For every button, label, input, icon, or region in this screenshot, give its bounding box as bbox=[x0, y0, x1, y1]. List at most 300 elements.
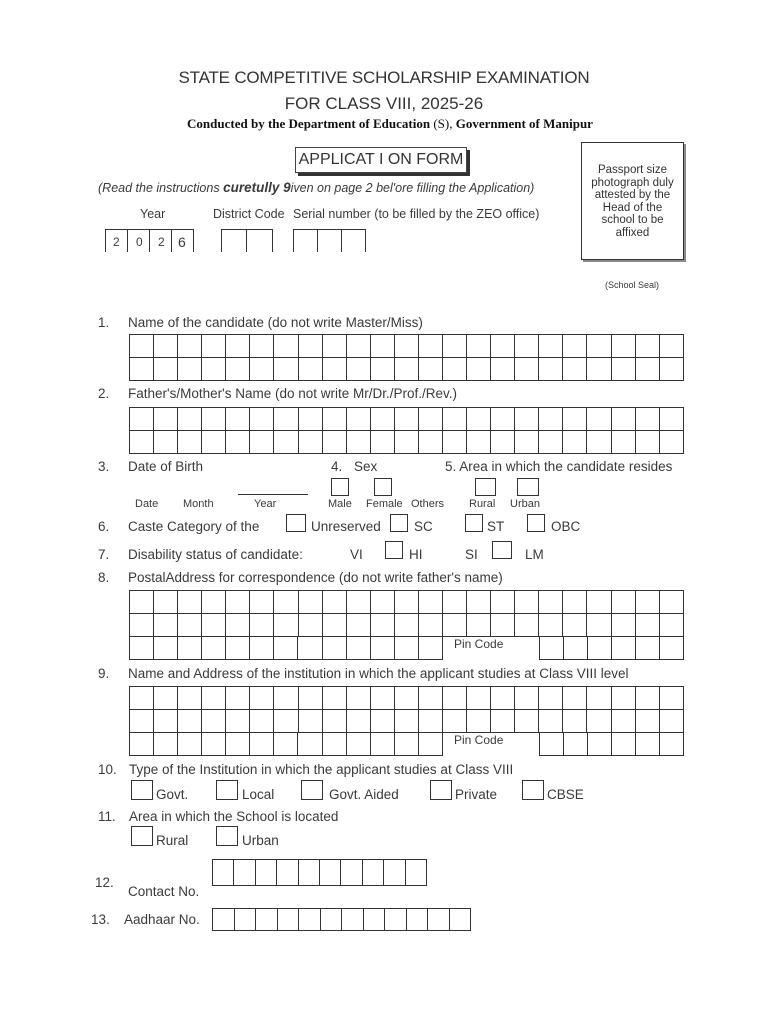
inst-local-checkbox[interactable] bbox=[216, 780, 238, 800]
entry-cell[interactable] bbox=[298, 614, 322, 637]
entry-cell[interactable] bbox=[234, 909, 256, 931]
caste-unreserved-checkbox[interactable] bbox=[286, 514, 306, 532]
entry-cell[interactable] bbox=[178, 408, 202, 431]
entry-cell[interactable] bbox=[611, 710, 635, 733]
entry-cell[interactable] bbox=[277, 860, 298, 886]
entry-cell[interactable] bbox=[178, 591, 202, 614]
entry-cell[interactable] bbox=[370, 408, 394, 431]
entry-cell[interactable] bbox=[322, 733, 346, 756]
exam-title-line2: FOR CLASS VIII, 2025-26 bbox=[284, 94, 484, 113]
entry-cell[interactable] bbox=[394, 637, 418, 660]
entry-cell[interactable] bbox=[322, 358, 346, 381]
entry-cell[interactable] bbox=[226, 335, 250, 358]
entry-cell[interactable] bbox=[178, 710, 202, 733]
entry-cell[interactable] bbox=[274, 358, 298, 381]
entry-cell[interactable] bbox=[370, 335, 394, 358]
entry-cell[interactable] bbox=[154, 335, 178, 358]
entry-cell[interactable] bbox=[611, 614, 635, 637]
entry-cell[interactable] bbox=[563, 591, 587, 614]
entry-cell[interactable] bbox=[539, 431, 563, 454]
entry-cell[interactable] bbox=[346, 733, 370, 756]
entry-cell[interactable] bbox=[298, 637, 322, 660]
disability-vi-label: VI bbox=[350, 547, 363, 562]
entry-cell[interactable] bbox=[226, 687, 250, 710]
entry-cell[interactable] bbox=[635, 710, 659, 733]
entry-cell[interactable] bbox=[418, 358, 442, 381]
entry-cell[interactable] bbox=[539, 335, 563, 358]
entry-cell[interactable] bbox=[178, 687, 202, 710]
entry-cell[interactable] bbox=[564, 637, 588, 660]
entry-cell[interactable] bbox=[467, 687, 491, 710]
entry-cell[interactable] bbox=[467, 431, 491, 454]
entry-cell[interactable] bbox=[563, 710, 587, 733]
entry-cell[interactable] bbox=[491, 591, 515, 614]
entry-cell[interactable] bbox=[346, 687, 370, 710]
entry-cell[interactable] bbox=[587, 431, 611, 454]
entry-cell[interactable] bbox=[491, 710, 515, 733]
entry-cell[interactable] bbox=[322, 591, 346, 614]
entry-cell[interactable] bbox=[274, 733, 298, 756]
entry-cell[interactable] bbox=[443, 687, 467, 710]
entry-cell[interactable] bbox=[274, 710, 298, 733]
field-number: 7. bbox=[98, 547, 110, 562]
entry-cell[interactable] bbox=[443, 358, 467, 381]
caste-category-label: Caste Category of the bbox=[128, 519, 260, 534]
entry-cell[interactable] bbox=[515, 431, 539, 454]
dob-year-line[interactable] bbox=[238, 494, 308, 495]
area-rural-checkbox[interactable] bbox=[475, 478, 496, 496]
entry-cell[interactable] bbox=[539, 358, 563, 381]
entry-cell[interactable] bbox=[202, 591, 226, 614]
entry-cell[interactable] bbox=[563, 614, 587, 637]
entry-cell[interactable] bbox=[394, 733, 418, 756]
entry-cell[interactable] bbox=[467, 358, 491, 381]
sex-label: Sex bbox=[354, 459, 378, 474]
entry-cell[interactable] bbox=[659, 591, 683, 614]
entry-cell[interactable] bbox=[467, 614, 491, 637]
entry-cell[interactable] bbox=[178, 358, 202, 381]
postal-address-grid[interactable] bbox=[129, 590, 684, 637]
entry-cell[interactable] bbox=[226, 710, 250, 733]
entry-cell[interactable] bbox=[202, 614, 226, 637]
entry-cell[interactable] bbox=[202, 335, 226, 358]
entry-cell[interactable] bbox=[659, 614, 683, 637]
contact-number-grid[interactable] bbox=[212, 859, 427, 886]
entry-cell[interactable] bbox=[226, 408, 250, 431]
entry-cell[interactable] bbox=[539, 408, 563, 431]
entry-cell[interactable] bbox=[274, 408, 298, 431]
entry-cell[interactable] bbox=[298, 733, 322, 756]
entry-cell[interactable] bbox=[635, 687, 659, 710]
entry-cell[interactable] bbox=[226, 733, 250, 756]
entry-cell[interactable] bbox=[370, 358, 394, 381]
contact-number-label: Contact No. bbox=[128, 884, 200, 899]
inst-cbse-checkbox[interactable] bbox=[522, 780, 544, 800]
entry-cell[interactable] bbox=[274, 335, 298, 358]
entry-cell[interactable] bbox=[418, 408, 442, 431]
entry-cell[interactable] bbox=[178, 335, 202, 358]
entry-cell[interactable] bbox=[611, 687, 635, 710]
entry-cell[interactable] bbox=[612, 733, 636, 756]
entry-cell[interactable] bbox=[130, 614, 154, 637]
entry-cell[interactable] bbox=[274, 687, 298, 710]
postal-pin-code-grid[interactable] bbox=[539, 636, 684, 660]
entry-cell[interactable] bbox=[612, 637, 636, 660]
entry-cell[interactable] bbox=[443, 591, 467, 614]
entry-cell[interactable] bbox=[405, 860, 426, 886]
entry-cell[interactable] bbox=[515, 335, 539, 358]
entry-cell[interactable] bbox=[659, 687, 683, 710]
inst-govt-checkbox[interactable] bbox=[131, 780, 153, 800]
field-number: 3. bbox=[98, 459, 110, 474]
entry-cell[interactable] bbox=[370, 591, 394, 614]
entry-cell[interactable] bbox=[418, 637, 442, 660]
caste-st-checkbox[interactable] bbox=[465, 514, 483, 532]
entry-cell[interactable] bbox=[130, 637, 154, 660]
entry-cell[interactable] bbox=[418, 431, 442, 454]
entry-cell[interactable] bbox=[277, 909, 299, 931]
field-number: 6. bbox=[98, 519, 110, 534]
entry-cell[interactable] bbox=[370, 614, 394, 637]
entry-cell[interactable] bbox=[660, 637, 684, 660]
entry-cell[interactable] bbox=[394, 335, 418, 358]
entry-cell[interactable] bbox=[250, 335, 274, 358]
dob-year-caption: Year bbox=[254, 498, 277, 510]
entry-cell[interactable] bbox=[298, 591, 322, 614]
entry-cell[interactable] bbox=[370, 687, 394, 710]
postal-pin-code-label: Pin Code bbox=[454, 637, 504, 651]
entry-cell[interactable] bbox=[346, 408, 370, 431]
entry-cell[interactable] bbox=[563, 358, 587, 381]
entry-cell[interactable] bbox=[130, 358, 154, 381]
entry-cell[interactable] bbox=[154, 687, 178, 710]
entry-cell[interactable] bbox=[611, 335, 635, 358]
entry-cell[interactable] bbox=[250, 687, 274, 710]
entry-cell[interactable] bbox=[588, 733, 612, 756]
entry-cell[interactable] bbox=[563, 431, 587, 454]
caste-sc-checkbox[interactable] bbox=[390, 514, 408, 532]
entry-cell[interactable] bbox=[491, 408, 515, 431]
entry-cell[interactable] bbox=[154, 733, 178, 756]
entry-cell[interactable] bbox=[611, 431, 635, 454]
caste-obc-label: OBC bbox=[551, 519, 581, 534]
entry-cell[interactable] bbox=[299, 909, 321, 931]
entry-cell[interactable] bbox=[274, 591, 298, 614]
entry-cell[interactable] bbox=[467, 591, 491, 614]
entry-cell[interactable] bbox=[234, 860, 255, 886]
inst-private-checkbox[interactable] bbox=[430, 780, 452, 800]
entry-cell[interactable] bbox=[418, 687, 442, 710]
entry-cell[interactable] bbox=[154, 637, 178, 660]
entry-cell[interactable] bbox=[588, 637, 612, 660]
entry-cell[interactable] bbox=[250, 591, 274, 614]
sex-male-label: Male bbox=[328, 498, 352, 510]
caste-sc-label: SC bbox=[414, 519, 433, 534]
entry-cell[interactable] bbox=[428, 909, 450, 931]
entry-cell[interactable] bbox=[491, 614, 515, 637]
institution-address-grid-last-row[interactable] bbox=[129, 732, 443, 756]
entry-cell[interactable] bbox=[394, 408, 418, 431]
entry-cell[interactable] bbox=[298, 358, 322, 381]
entry-cell[interactable] bbox=[370, 431, 394, 454]
entry-cell[interactable] bbox=[298, 710, 322, 733]
institution-address-grid[interactable] bbox=[129, 686, 684, 733]
entry-cell[interactable] bbox=[322, 408, 346, 431]
entry-cell[interactable] bbox=[319, 860, 340, 886]
entry-cell[interactable] bbox=[256, 909, 278, 931]
entry-cell[interactable] bbox=[418, 335, 442, 358]
entry-cell[interactable] bbox=[250, 431, 274, 454]
entry-cell[interactable] bbox=[130, 710, 154, 733]
entry-cell[interactable] bbox=[443, 408, 467, 431]
entry-cell[interactable] bbox=[346, 431, 370, 454]
entry-cell[interactable] bbox=[587, 358, 611, 381]
entry-cell[interactable] bbox=[636, 637, 660, 660]
entry-cell[interactable] bbox=[154, 614, 178, 637]
entry-cell[interactable] bbox=[539, 614, 563, 637]
entry-cell[interactable] bbox=[491, 358, 515, 381]
entry-cell[interactable] bbox=[130, 431, 154, 454]
entry-cell[interactable] bbox=[449, 909, 471, 931]
entry-cell[interactable] bbox=[202, 358, 226, 381]
entry-cell[interactable] bbox=[202, 637, 226, 660]
entry-cell[interactable] bbox=[322, 614, 346, 637]
entry-cell[interactable] bbox=[178, 431, 202, 454]
entry-cell[interactable] bbox=[467, 335, 491, 358]
entry-cell[interactable] bbox=[130, 591, 154, 614]
entry-cell[interactable] bbox=[213, 860, 234, 886]
entry-cell[interactable] bbox=[515, 687, 539, 710]
year-digit: 6 bbox=[178, 234, 186, 250]
entry-cell[interactable] bbox=[346, 637, 370, 660]
entry-cell[interactable] bbox=[154, 408, 178, 431]
entry-cell[interactable] bbox=[154, 710, 178, 733]
entry-cell[interactable] bbox=[322, 335, 346, 358]
inst-govt-aided-checkbox[interactable] bbox=[301, 780, 323, 800]
entry-cell[interactable] bbox=[346, 710, 370, 733]
entry-cell[interactable] bbox=[587, 710, 611, 733]
entry-cell[interactable] bbox=[322, 637, 346, 660]
entry-cell[interactable] bbox=[178, 637, 202, 660]
entry-cell[interactable] bbox=[635, 335, 659, 358]
entry-cell[interactable] bbox=[394, 358, 418, 381]
entry-cell[interactable] bbox=[130, 687, 154, 710]
entry-cell[interactable] bbox=[515, 358, 539, 381]
sex-male-checkbox[interactable] bbox=[331, 478, 349, 496]
entry-cell[interactable] bbox=[226, 431, 250, 454]
school-rural-label: Rural bbox=[156, 833, 189, 848]
entry-cell[interactable] bbox=[563, 687, 587, 710]
entry-cell[interactable] bbox=[384, 860, 405, 886]
entry-cell[interactable] bbox=[346, 614, 370, 637]
entry-cell[interactable] bbox=[274, 637, 298, 660]
entry-cell[interactable] bbox=[659, 335, 683, 358]
entry-cell[interactable] bbox=[250, 710, 274, 733]
entry-cell[interactable] bbox=[322, 687, 346, 710]
entry-cell[interactable] bbox=[394, 591, 418, 614]
entry-cell[interactable] bbox=[406, 909, 428, 931]
school-urban-checkbox[interactable] bbox=[216, 826, 238, 846]
candidate-name-grid[interactable] bbox=[129, 334, 684, 381]
entry-cell[interactable] bbox=[250, 733, 274, 756]
entry-cell[interactable] bbox=[130, 733, 154, 756]
entry-cell[interactable] bbox=[539, 687, 563, 710]
entry-cell[interactable] bbox=[443, 335, 467, 358]
entry-cell[interactable] bbox=[255, 860, 276, 886]
field-number: 8. bbox=[98, 570, 110, 585]
year-digit: 2 bbox=[158, 235, 165, 249]
postal-address-grid-last-row[interactable] bbox=[129, 636, 443, 660]
entry-cell[interactable] bbox=[491, 431, 515, 454]
entry-cell[interactable] bbox=[202, 408, 226, 431]
entry-cell[interactable] bbox=[226, 591, 250, 614]
field-number: 9. bbox=[98, 666, 110, 681]
entry-cell[interactable] bbox=[540, 637, 564, 660]
entry-cell[interactable] bbox=[587, 408, 611, 431]
entry-cell[interactable] bbox=[202, 710, 226, 733]
entry-cell[interactable] bbox=[226, 358, 250, 381]
entry-cell[interactable] bbox=[394, 431, 418, 454]
entry-cell[interactable] bbox=[587, 335, 611, 358]
entry-cell[interactable] bbox=[635, 614, 659, 637]
entry-cell[interactable] bbox=[370, 710, 394, 733]
entry-cell[interactable] bbox=[539, 710, 563, 733]
entry-cell[interactable] bbox=[659, 358, 683, 381]
entry-cell[interactable] bbox=[394, 614, 418, 637]
entry-cell[interactable] bbox=[418, 591, 442, 614]
entry-cell[interactable] bbox=[130, 335, 154, 358]
entry-cell[interactable] bbox=[515, 591, 539, 614]
entry-cell[interactable] bbox=[250, 358, 274, 381]
entry-cell[interactable] bbox=[274, 431, 298, 454]
entry-cell[interactable] bbox=[635, 431, 659, 454]
entry-cell[interactable] bbox=[250, 637, 274, 660]
entry-cell[interactable] bbox=[443, 431, 467, 454]
entry-cell[interactable] bbox=[322, 431, 346, 454]
entry-cell[interactable] bbox=[250, 408, 274, 431]
entry-cell[interactable] bbox=[563, 408, 587, 431]
entry-cell[interactable] bbox=[250, 614, 274, 637]
entry-cell[interactable] bbox=[611, 358, 635, 381]
disability-si-checkbox[interactable] bbox=[492, 541, 512, 559]
entry-cell[interactable] bbox=[515, 710, 539, 733]
entry-cell[interactable] bbox=[202, 733, 226, 756]
entry-cell[interactable] bbox=[418, 710, 442, 733]
entry-cell[interactable] bbox=[370, 733, 394, 756]
sex-female-checkbox[interactable] bbox=[374, 478, 392, 496]
entry-cell[interactable] bbox=[346, 591, 370, 614]
entry-cell[interactable] bbox=[659, 431, 683, 454]
entry-cell[interactable] bbox=[298, 860, 319, 886]
entry-cell[interactable] bbox=[363, 909, 385, 931]
entry-cell[interactable] bbox=[491, 687, 515, 710]
entry-cell[interactable] bbox=[587, 687, 611, 710]
entry-cell[interactable] bbox=[346, 358, 370, 381]
entry-cell[interactable] bbox=[298, 408, 322, 431]
institution-pin-code-grid[interactable] bbox=[539, 732, 684, 756]
entry-cell[interactable] bbox=[564, 733, 588, 756]
entry-cell[interactable] bbox=[659, 408, 683, 431]
caste-st-label: ST bbox=[487, 519, 505, 534]
entry-cell[interactable] bbox=[274, 614, 298, 637]
inst-local-label: Local bbox=[242, 787, 275, 802]
postal-address-label: PostalAddress for correspondence (do not write father's name) bbox=[128, 570, 503, 585]
entry-cell[interactable] bbox=[660, 733, 684, 756]
entry-cell[interactable] bbox=[659, 710, 683, 733]
entry-cell[interactable] bbox=[202, 687, 226, 710]
entry-cell[interactable] bbox=[342, 909, 364, 931]
entry-cell[interactable] bbox=[636, 733, 660, 756]
entry-cell[interactable] bbox=[298, 431, 322, 454]
exam-title-line1: STATE COMPETITIVE SCHOLARSHIP EXAMINATION bbox=[178, 68, 590, 87]
field-number: 12. bbox=[95, 875, 114, 890]
entry-cell[interactable] bbox=[611, 408, 635, 431]
entry-cell[interactable] bbox=[540, 733, 564, 756]
entry-cell[interactable] bbox=[320, 909, 342, 931]
entry-cell[interactable] bbox=[563, 335, 587, 358]
entry-cell[interactable] bbox=[443, 614, 467, 637]
field-number: 13. bbox=[91, 912, 110, 927]
entry-cell[interactable] bbox=[611, 591, 635, 614]
entry-cell[interactable] bbox=[370, 637, 394, 660]
entry-cell[interactable] bbox=[467, 710, 491, 733]
entry-cell[interactable] bbox=[130, 408, 154, 431]
entry-cell[interactable] bbox=[178, 614, 202, 637]
entry-cell[interactable] bbox=[322, 710, 346, 733]
entry-cell[interactable] bbox=[515, 408, 539, 431]
entry-cell[interactable] bbox=[635, 408, 659, 431]
entry-cell[interactable] bbox=[154, 431, 178, 454]
caste-obc-checkbox[interactable] bbox=[527, 514, 545, 532]
entry-cell[interactable] bbox=[178, 733, 202, 756]
entry-cell[interactable] bbox=[394, 710, 418, 733]
entry-cell[interactable] bbox=[341, 860, 362, 886]
entry-cell[interactable] bbox=[346, 335, 370, 358]
entry-cell[interactable] bbox=[385, 909, 407, 931]
entry-cell[interactable] bbox=[394, 687, 418, 710]
entry-cell[interactable] bbox=[418, 614, 442, 637]
form-title: APPLICAT I ON FORM bbox=[295, 147, 467, 173]
field-number: 1. bbox=[98, 315, 110, 330]
entry-cell[interactable] bbox=[154, 358, 178, 381]
aadhaar-number-grid[interactable] bbox=[212, 908, 471, 931]
entry-cell[interactable] bbox=[213, 909, 235, 931]
entry-cell[interactable] bbox=[635, 591, 659, 614]
entry-cell[interactable] bbox=[587, 591, 611, 614]
entry-cell[interactable] bbox=[491, 335, 515, 358]
entry-cell[interactable] bbox=[298, 335, 322, 358]
parent-name-grid[interactable] bbox=[129, 407, 684, 454]
entry-cell[interactable] bbox=[539, 591, 563, 614]
entry-cell[interactable] bbox=[154, 591, 178, 614]
entry-cell[interactable] bbox=[362, 860, 383, 886]
entry-cell[interactable] bbox=[226, 637, 250, 660]
institution-type-label: Type of the Institution in which the applicant studies at Class VIII bbox=[129, 762, 514, 777]
entry-cell[interactable] bbox=[226, 614, 250, 637]
entry-cell[interactable] bbox=[587, 614, 611, 637]
entry-cell[interactable] bbox=[467, 408, 491, 431]
entry-cell[interactable] bbox=[443, 710, 467, 733]
disability-hi-checkbox[interactable] bbox=[385, 541, 403, 559]
entry-cell[interactable] bbox=[298, 687, 322, 710]
school-rural-checkbox[interactable] bbox=[131, 826, 153, 846]
entry-cell[interactable] bbox=[515, 614, 539, 637]
entry-cell[interactable] bbox=[635, 358, 659, 381]
entry-cell[interactable] bbox=[202, 431, 226, 454]
entry-cell[interactable] bbox=[418, 733, 442, 756]
year-digit: 2 bbox=[113, 235, 120, 249]
area-urban-checkbox[interactable] bbox=[517, 478, 539, 496]
